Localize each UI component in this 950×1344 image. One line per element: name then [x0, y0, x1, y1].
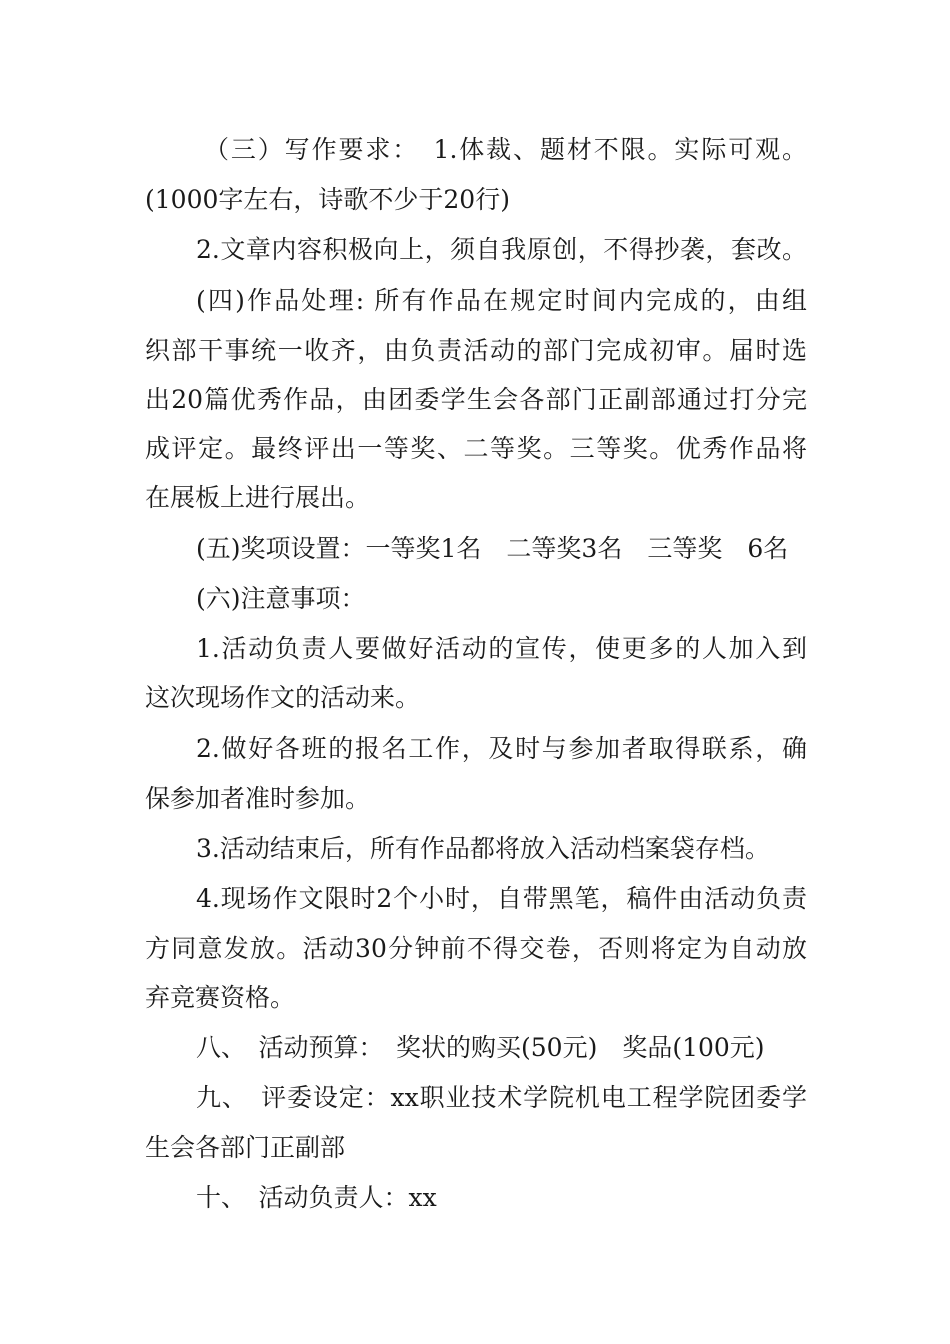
- paragraph-line: (六)注意事项：: [196, 584, 366, 613]
- paragraph-line: 保参加者准时参加。: [145, 784, 371, 813]
- paragraph-line: 这次现场作文的活动来。: [145, 683, 421, 712]
- paragraph-line: 2.文章内容积极向上，须自我原创，不得抄袭，套改。: [196, 235, 807, 264]
- paragraph-line: (五)奖项设置：一等奖1名 二等奖3名 三等奖 6名: [196, 534, 789, 563]
- paragraph-line: 八、 活动预算： 奖状的购买(50元) 奖品(100元): [196, 1033, 765, 1062]
- paragraph-line: 3.活动结束后，所有作品都将放入活动档案袋存档。: [196, 834, 770, 863]
- paragraph-line: 4.现场作文限时2个小时，自带黑笔，稿件由活动负责: [196, 884, 807, 913]
- paragraph-line: 成评定。最终评出一等奖、二等奖。三等奖。优秀作品将: [145, 434, 807, 463]
- paragraph-line: 十、 活动负责人：xx: [196, 1183, 437, 1212]
- paragraph-line: （三）写作要求： 1.体裁、题材不限。实际可观。: [204, 135, 807, 164]
- paragraph-line: 弃竞赛资格。: [145, 983, 296, 1012]
- paragraph-line: (1000字左右，诗歌不少于20行): [145, 185, 510, 214]
- paragraph-line: 九、 评委设定：xx职业技术学院机电工程学院团委学: [196, 1083, 807, 1112]
- paragraph-line: 出20篇优秀作品，由团委学生会各部门正副部通过打分完: [145, 385, 807, 414]
- paragraph-line: 在展板上进行展出。: [145, 483, 371, 512]
- paragraph-line: 1.活动负责人要做好活动的宣传，使更多的人加入到: [196, 634, 807, 663]
- paragraph-line: 织部干事统一收齐，由负责活动的部门完成初审。届时选: [145, 336, 807, 365]
- paragraph-line: (四)作品处理: 所有作品在规定时间内完成的，由组: [196, 286, 807, 315]
- paragraph-line: 2.做好各班的报名工作，及时与参加者取得联系，确: [196, 734, 807, 763]
- paragraph-line: 方同意发放。活动30分钟前不得交卷，否则将定为自动放: [145, 934, 807, 963]
- paragraph-line: 生会各部门正副部: [145, 1133, 346, 1162]
